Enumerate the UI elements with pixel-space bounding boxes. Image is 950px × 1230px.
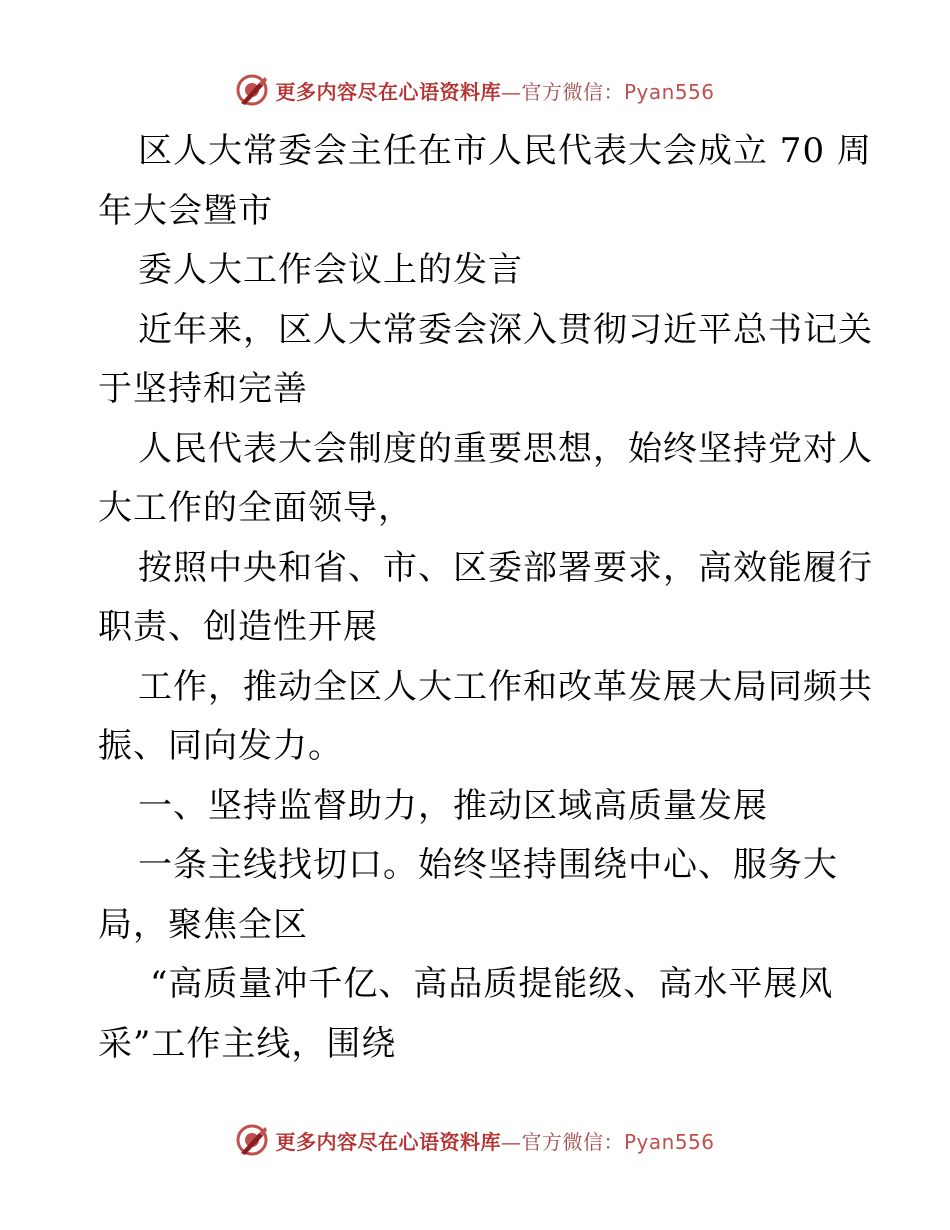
- title-line-2: 年大会暨市: [98, 190, 273, 231]
- paragraph-line: 局，聚焦全区: [98, 904, 308, 945]
- title-line-3: 委人大工作会议上的发言: [138, 250, 523, 290]
- paragraph-line: 职责、创造性开展: [98, 607, 378, 647]
- pen-logo-icon: [235, 73, 269, 107]
- paragraph-line: 按照中央和省、市、区委部署要求，高效能履行: [138, 547, 873, 588]
- paragraph-line: 一条主线找切口。始终坚持围绕中心、服务大: [138, 845, 838, 885]
- document-body: [98, 122, 873, 1074]
- paragraph-line: 振、同向发力。: [98, 726, 343, 766]
- title-line-1: 区人大常委会主任在市人民代表大会成立 70 周: [138, 131, 872, 171]
- paragraph-line: 大工作的全面领导，: [98, 488, 413, 528]
- header-watermark-banner: [0, 70, 950, 110]
- pen-logo-icon: [235, 1123, 269, 1157]
- footer-watermark-banner: [0, 1120, 950, 1160]
- watermark-text: 更多内容尽在心语资料库—官方微信：Pyan556: [275, 1129, 715, 1154]
- paragraph-line: 于坚持和完善: [98, 369, 308, 409]
- paragraph-line: 人民代表大会制度的重要思想，始终坚持党对人: [138, 428, 873, 469]
- watermark-text: 更多内容尽在心语资料库—官方微信：Pyan556: [275, 79, 715, 104]
- paragraph-line: “高质量冲千亿、高品质提能级、高水平展风: [150, 964, 834, 1004]
- paragraph-line: 近年来，区人大常委会深入贯彻习近平总书记关: [138, 309, 873, 350]
- section-heading: 一、坚持监督助力，推动区域高质量发展: [138, 785, 768, 826]
- paragraph-line: 采”工作主线，围绕: [98, 1023, 397, 1064]
- paragraph-line: 工作，推动全区人大工作和改革发展大局同频共: [138, 666, 873, 707]
